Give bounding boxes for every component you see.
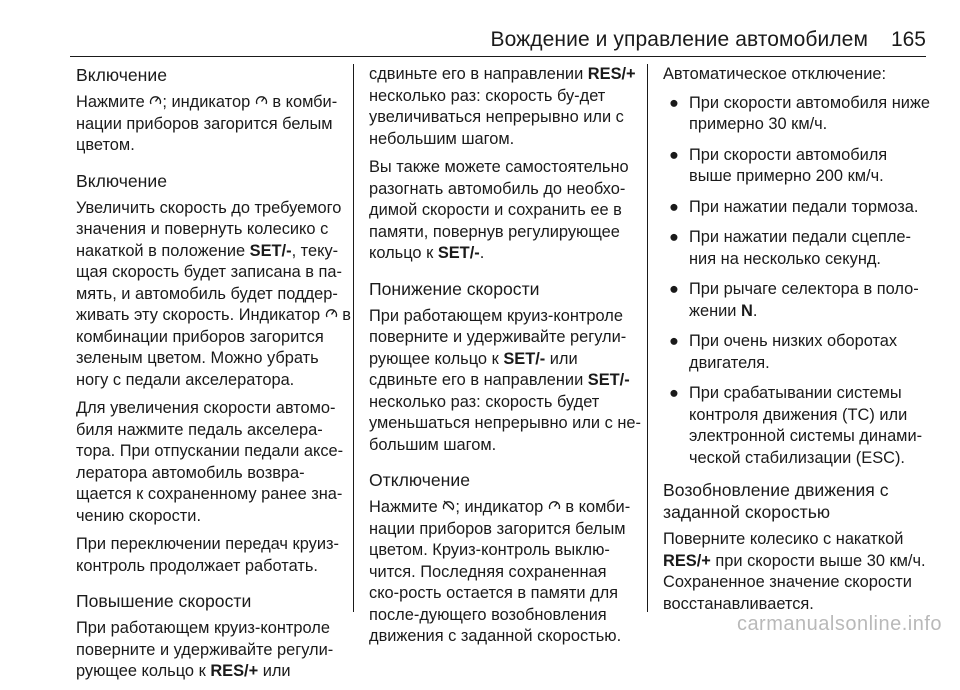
bullet-icon: ●	[669, 384, 679, 402]
paragraph: сдвиньте его в направлении RES/+ несколько раз: скорость бу-дет увеличиваться непрерывно или с небольшим шагом.	[369, 65, 636, 148]
cruise-control-off-icon	[442, 499, 455, 515]
paragraph: Вы также можете самостоятельно разогнать автомобиль до необхо-димой скорости и сохранить ее в памяти, повернув регулирующее кольцо к SET/-.	[369, 158, 629, 262]
paragraph: При работающем круиз-контроле поверните и удерживайте регули-рующее кольцо к RES/+ или	[76, 619, 334, 680]
paragraph: При переключении передач круиз-контроль продолжает работать.	[76, 535, 339, 575]
section-heading: Отключение	[369, 470, 470, 490]
cruise-control-icon	[325, 307, 338, 323]
list-item: ● При рычаге селектора в поло-жении N.	[669, 280, 919, 320]
section-heading: Понижение скорости	[369, 278, 540, 299]
section-heading: Повышение скорости	[76, 591, 252, 611]
bullet-icon: ●	[669, 145, 679, 164]
section-heading: Включение	[76, 170, 167, 191]
list-item: ● При нажатии педали тормоза.	[663, 197, 933, 219]
list-item: ● При скорости автомобиля ниже примерно 30 км/ч.	[669, 93, 931, 133]
paragraph: Нажмите ; индикатор в комби-нации приборов загорится белым цветом. Круиз-контроль выклю-чится. Последняя сохраненная ско-рость остается в памяти для после-дующего возобновления движения с заданной скоростью.	[369, 498, 631, 645]
column-2	[369, 64, 641, 655]
column-3	[663, 64, 933, 622]
paragraph: Увеличить скорость до требуемого значения и повернуть колесико с накаткой в положение SET/-, теку-щая скорость будет записана в па-мять, и автомобиль будет поддер-живать эту скорость. Индикатор в комбинации приборов загорится зеленым цветом. Можно убрать ногу с педали акселератора.	[76, 198, 351, 389]
list-item: ● При очень низких оборотах двигателя.	[669, 332, 898, 372]
cruise-control-icon	[255, 94, 268, 110]
bullet-icon: ●	[669, 93, 679, 112]
chapter-title: Вождение и управление автомобилем	[490, 28, 868, 51]
paragraph: Автоматическое отключение:	[663, 65, 887, 83]
list-item: ● При нажатии педали сцепле-ния на несколько секунд.	[669, 228, 911, 268]
column-divider	[353, 64, 354, 612]
bullet-list	[663, 93, 933, 470]
paragraph: Поверните колесико с накаткой RES/+ при скорости выше 30 км/ч. Сохраненное значение скорости восстанавливается.	[663, 530, 926, 613]
page-header	[0, 0, 960, 56]
column-1	[76, 64, 351, 690]
page-number: 165	[890, 28, 926, 51]
paragraph: Для увеличения скорости автомо-биля нажмите педаль акселера-тора. При отпускании педали аксе-лератора автомобиль возвра-щается к сохраненному ранее зна-чению скорости.	[76, 399, 344, 525]
header-rule	[70, 56, 926, 57]
paragraph: При работающем круиз-контроле поверните и удерживайте регули-рующее кольцо к SET/- или сдвиньте его в направлении SET/- несколько раз: скорость будет уменьшаться непрерывно или с не-большим шагом.	[369, 306, 641, 454]
section-heading: Возобновление движения с заданной скоростью	[663, 480, 889, 522]
section-heading: Включение	[76, 65, 167, 85]
bullet-icon: ●	[669, 280, 679, 298]
cruise-control-icon	[149, 94, 162, 110]
paragraph: Нажмите ; индикатор в комби-нации приборов загорится белым цветом.	[76, 93, 338, 154]
watermark: carmanualsonline.info	[736, 613, 942, 635]
list-item: ● При скорости автомобиля выше примерно 200 км/ч.	[669, 145, 888, 185]
list-item: ● При срабатывании системы контроля движения (TC) или электронной системы динами-ческой стабилизации (ESC).	[669, 384, 923, 467]
bullet-icon: ●	[669, 197, 679, 216]
bullet-icon: ●	[669, 332, 679, 350]
column-divider	[647, 64, 648, 612]
cruise-control-icon	[548, 499, 561, 515]
bullet-icon: ●	[669, 228, 679, 246]
